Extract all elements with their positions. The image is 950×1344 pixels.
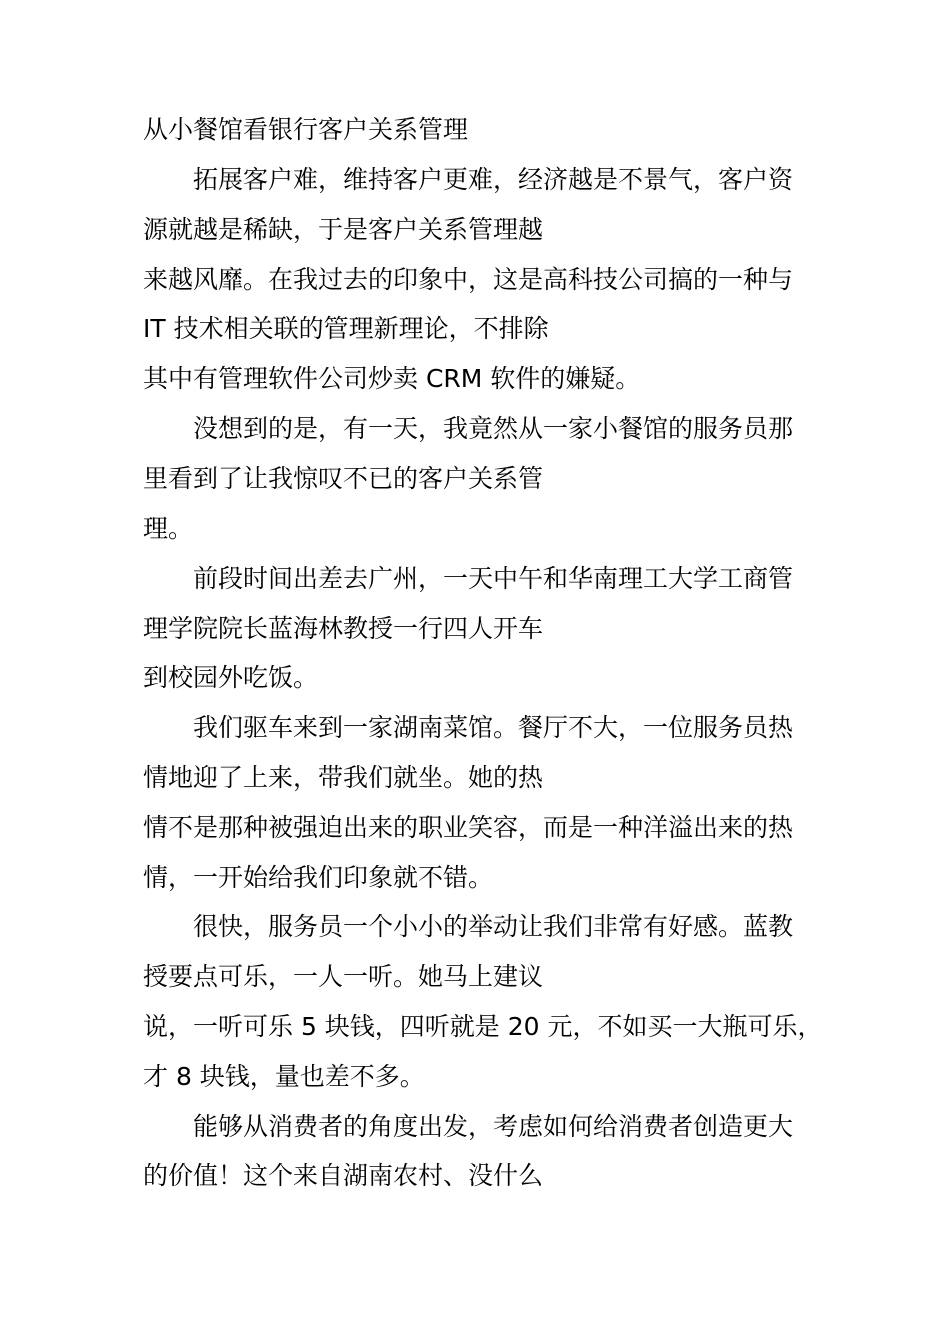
text-line: 情，一开始给我们印象就不错。	[143, 863, 494, 892]
text-line: 能够从消费者的角度出发，考虑如何给消费者创造更大	[193, 1112, 794, 1141]
text-line: 源就越是稀缺，于是客户关系管理越	[143, 215, 544, 244]
text-line: 很快，服务员一个小小的举动让我们非常有好感。蓝教	[193, 912, 794, 941]
text-line: 没想到的是，有一天，我竟然从一家小餐馆的服务员那	[193, 414, 794, 443]
text-line: 到校园外吃饭。	[143, 663, 319, 692]
text-line: 理。	[143, 514, 194, 543]
text-line: IT 技术相关联的管理新理论，不排除	[143, 314, 549, 343]
text-line: 我们驱车来到一家湖南菜馆。餐厅不大，一位服务员热	[193, 713, 794, 742]
text-line: 前段时间出差去广州，一天中午和华南理工大学工商管	[193, 564, 794, 593]
text-line: 情不是那种被强迫出来的职业笑容，而是一种洋溢出来的热	[143, 813, 794, 842]
text-line: 的价值！这个来自湖南农村、没什么	[143, 1161, 544, 1190]
text-line: 来越风靡。在我过去的印象中，这是高科技公司搞的一种与	[143, 265, 794, 294]
text-line: 理学院院长蓝海林教授一行四人开车	[143, 614, 544, 643]
text-line: 其中有管理软件公司炒卖 CRM 软件的嫌疑。	[143, 364, 641, 393]
text-line: 才 8 块钱，量也差不多。	[143, 1062, 425, 1091]
document-title: 从小餐馆看银行客户关系管理	[143, 115, 469, 144]
text-line: 情地迎了上来，带我们就坐。她的热	[143, 763, 544, 792]
text-line: 说，一听可乐 5 块钱，四听就是 20 元，不如买一大瓶可乐，	[143, 1012, 823, 1041]
text-line: 里看到了让我惊叹不已的客户关系管	[143, 464, 544, 493]
text-line: 拓展客户难，维持客户更难，经济越是不景气，客户资	[193, 165, 794, 194]
text-line: 授要点可乐，一人一听。她马上建议	[143, 962, 544, 991]
